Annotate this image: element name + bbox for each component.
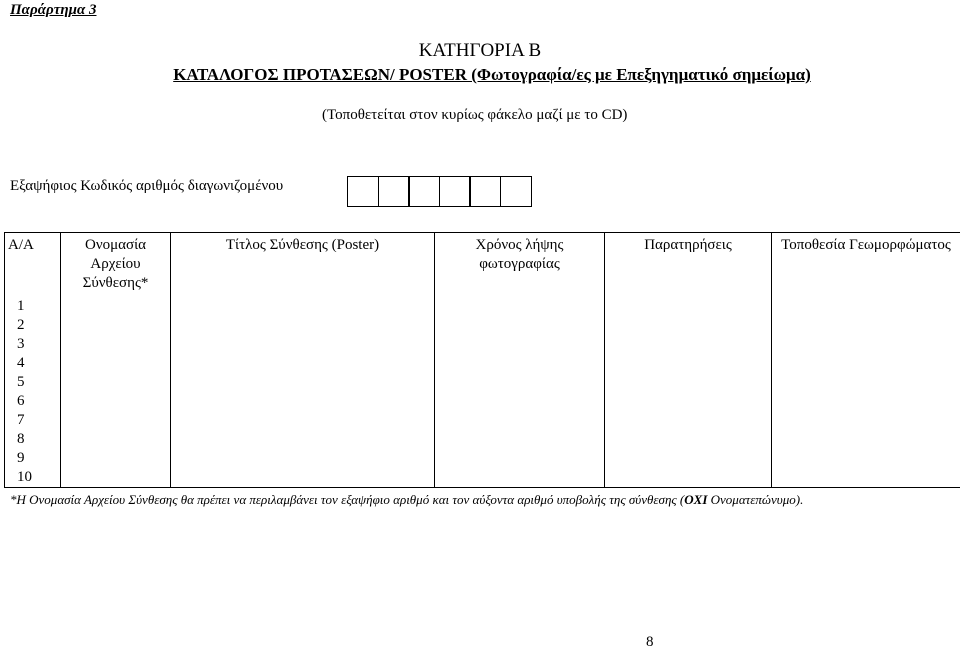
row-number: 4 bbox=[5, 354, 61, 373]
remarks-cell[interactable] bbox=[605, 373, 772, 392]
file-name-cell[interactable] bbox=[61, 430, 171, 449]
poster-title-cell[interactable] bbox=[171, 392, 435, 411]
location-cell[interactable] bbox=[772, 430, 960, 449]
header-aa: Α/Α bbox=[5, 233, 61, 297]
row-number: 9 bbox=[5, 449, 61, 468]
header-photo-time: Χρόνος λήψης φωτογραφίας bbox=[435, 233, 605, 297]
photo-time-cell[interactable] bbox=[435, 468, 605, 488]
poster-title-cell[interactable] bbox=[171, 335, 435, 354]
photo-time-cell[interactable] bbox=[435, 373, 605, 392]
table-row bbox=[5, 297, 960, 316]
poster-title-cell[interactable] bbox=[171, 373, 435, 392]
poster-title-cell[interactable] bbox=[171, 468, 435, 488]
remarks-cell[interactable] bbox=[605, 411, 772, 430]
footnote-emphasis: ΟΧΙ bbox=[684, 492, 707, 507]
code-digit-box-6[interactable] bbox=[500, 176, 532, 207]
table-row bbox=[5, 335, 960, 354]
poster-title-cell[interactable] bbox=[171, 449, 435, 468]
photo-time-cell[interactable] bbox=[435, 335, 605, 354]
footnote-text-1: *Η Ονομασία Αρχείου Σύνθεσης θα πρέπει να περιλαμβάνει τον εξαψήφιο αριθμό και τον αύξοντα αριθμό υποβολής της σύνθεσης ( bbox=[10, 492, 684, 507]
location-cell[interactable] bbox=[772, 392, 960, 411]
location-cell[interactable] bbox=[772, 373, 960, 392]
location-cell[interactable] bbox=[772, 297, 960, 316]
header-remarks: Παρατηρήσεις bbox=[605, 233, 772, 297]
remarks-cell[interactable] bbox=[605, 316, 772, 335]
document-title: ΚΑΤΑΛΟΓΟΣ ΠΡΟΤΑΣΕΩΝ/ POSTER (Φωτογραφία/ες με Επεξηγηματικό σημείωμα) bbox=[0, 65, 960, 85]
remarks-cell[interactable] bbox=[605, 449, 772, 468]
code-digit-box-3[interactable] bbox=[408, 176, 440, 207]
file-name-cell[interactable] bbox=[61, 392, 171, 411]
location-cell[interactable] bbox=[772, 316, 960, 335]
table-row bbox=[5, 411, 960, 430]
photo-time-cell[interactable] bbox=[435, 297, 605, 316]
file-name-cell[interactable] bbox=[61, 316, 171, 335]
appendix-label: Παράρτημα 3 bbox=[10, 2, 97, 19]
file-name-cell[interactable] bbox=[61, 297, 171, 316]
code-digit-box-1[interactable] bbox=[347, 176, 379, 207]
table-header-row bbox=[5, 233, 960, 297]
location-cell[interactable] bbox=[772, 354, 960, 373]
photo-time-cell[interactable] bbox=[435, 449, 605, 468]
table-row bbox=[5, 373, 960, 392]
footnote bbox=[10, 492, 803, 508]
code-digit-box-2[interactable] bbox=[378, 176, 410, 207]
row-number: 6 bbox=[5, 392, 61, 411]
code-digit-box-4[interactable] bbox=[439, 176, 471, 207]
page-number: 8 bbox=[646, 634, 654, 651]
remarks-cell[interactable] bbox=[605, 430, 772, 449]
row-number: 8 bbox=[5, 430, 61, 449]
participant-code-label: Εξαψήφιος Κωδικός αριθμός διαγωνιζομένου bbox=[10, 178, 283, 195]
file-name-cell[interactable] bbox=[61, 335, 171, 354]
file-name-cell[interactable] bbox=[61, 354, 171, 373]
poster-title-cell[interactable] bbox=[171, 354, 435, 373]
location-cell[interactable] bbox=[772, 449, 960, 468]
header-location: Τοποθεσία Γεωμορφώματος bbox=[772, 233, 960, 297]
row-number: 7 bbox=[5, 411, 61, 430]
photo-time-cell[interactable] bbox=[435, 392, 605, 411]
table-row bbox=[5, 392, 960, 411]
photo-time-cell[interactable] bbox=[435, 430, 605, 449]
file-name-cell[interactable] bbox=[61, 449, 171, 468]
remarks-cell[interactable] bbox=[605, 335, 772, 354]
table-row bbox=[5, 316, 960, 335]
proposals-table bbox=[4, 232, 960, 488]
poster-title-cell[interactable] bbox=[171, 430, 435, 449]
row-number: 3 bbox=[5, 335, 61, 354]
remarks-cell[interactable] bbox=[605, 297, 772, 316]
table-row bbox=[5, 354, 960, 373]
location-cell[interactable] bbox=[772, 335, 960, 354]
file-name-cell[interactable] bbox=[61, 373, 171, 392]
location-cell[interactable] bbox=[772, 411, 960, 430]
header-file-name: Ονομασία Αρχείου Σύνθεσης* bbox=[61, 233, 171, 297]
row-number: 2 bbox=[5, 316, 61, 335]
header-poster-title: Τίτλος Σύνθεσης (Poster) bbox=[171, 233, 435, 297]
subtitle-note: (Τοποθετείται στον κυρίως φάκελο μαζί με το CD) bbox=[322, 107, 627, 124]
remarks-cell[interactable] bbox=[605, 354, 772, 373]
photo-time-cell[interactable] bbox=[435, 316, 605, 335]
poster-title-cell[interactable] bbox=[171, 297, 435, 316]
footnote-text-2: Ονοματεπώνυμο). bbox=[707, 492, 803, 507]
category-heading: ΚΑΤΗΓΟΡΙΑ Β bbox=[0, 40, 960, 62]
code-digit-box-5[interactable] bbox=[469, 176, 501, 207]
poster-title-cell[interactable] bbox=[171, 316, 435, 335]
location-cell[interactable] bbox=[772, 468, 960, 488]
table-row bbox=[5, 468, 960, 488]
row-number: 1 bbox=[5, 297, 61, 316]
photo-time-cell[interactable] bbox=[435, 354, 605, 373]
participant-code-boxes bbox=[347, 176, 532, 207]
remarks-cell[interactable] bbox=[605, 468, 772, 488]
file-name-cell[interactable] bbox=[61, 468, 171, 488]
table-row bbox=[5, 449, 960, 468]
photo-time-cell[interactable] bbox=[435, 411, 605, 430]
file-name-cell[interactable] bbox=[61, 411, 171, 430]
remarks-cell[interactable] bbox=[605, 392, 772, 411]
row-number: 10 bbox=[5, 468, 61, 488]
table-row bbox=[5, 430, 960, 449]
row-number: 5 bbox=[5, 373, 61, 392]
poster-title-cell[interactable] bbox=[171, 411, 435, 430]
